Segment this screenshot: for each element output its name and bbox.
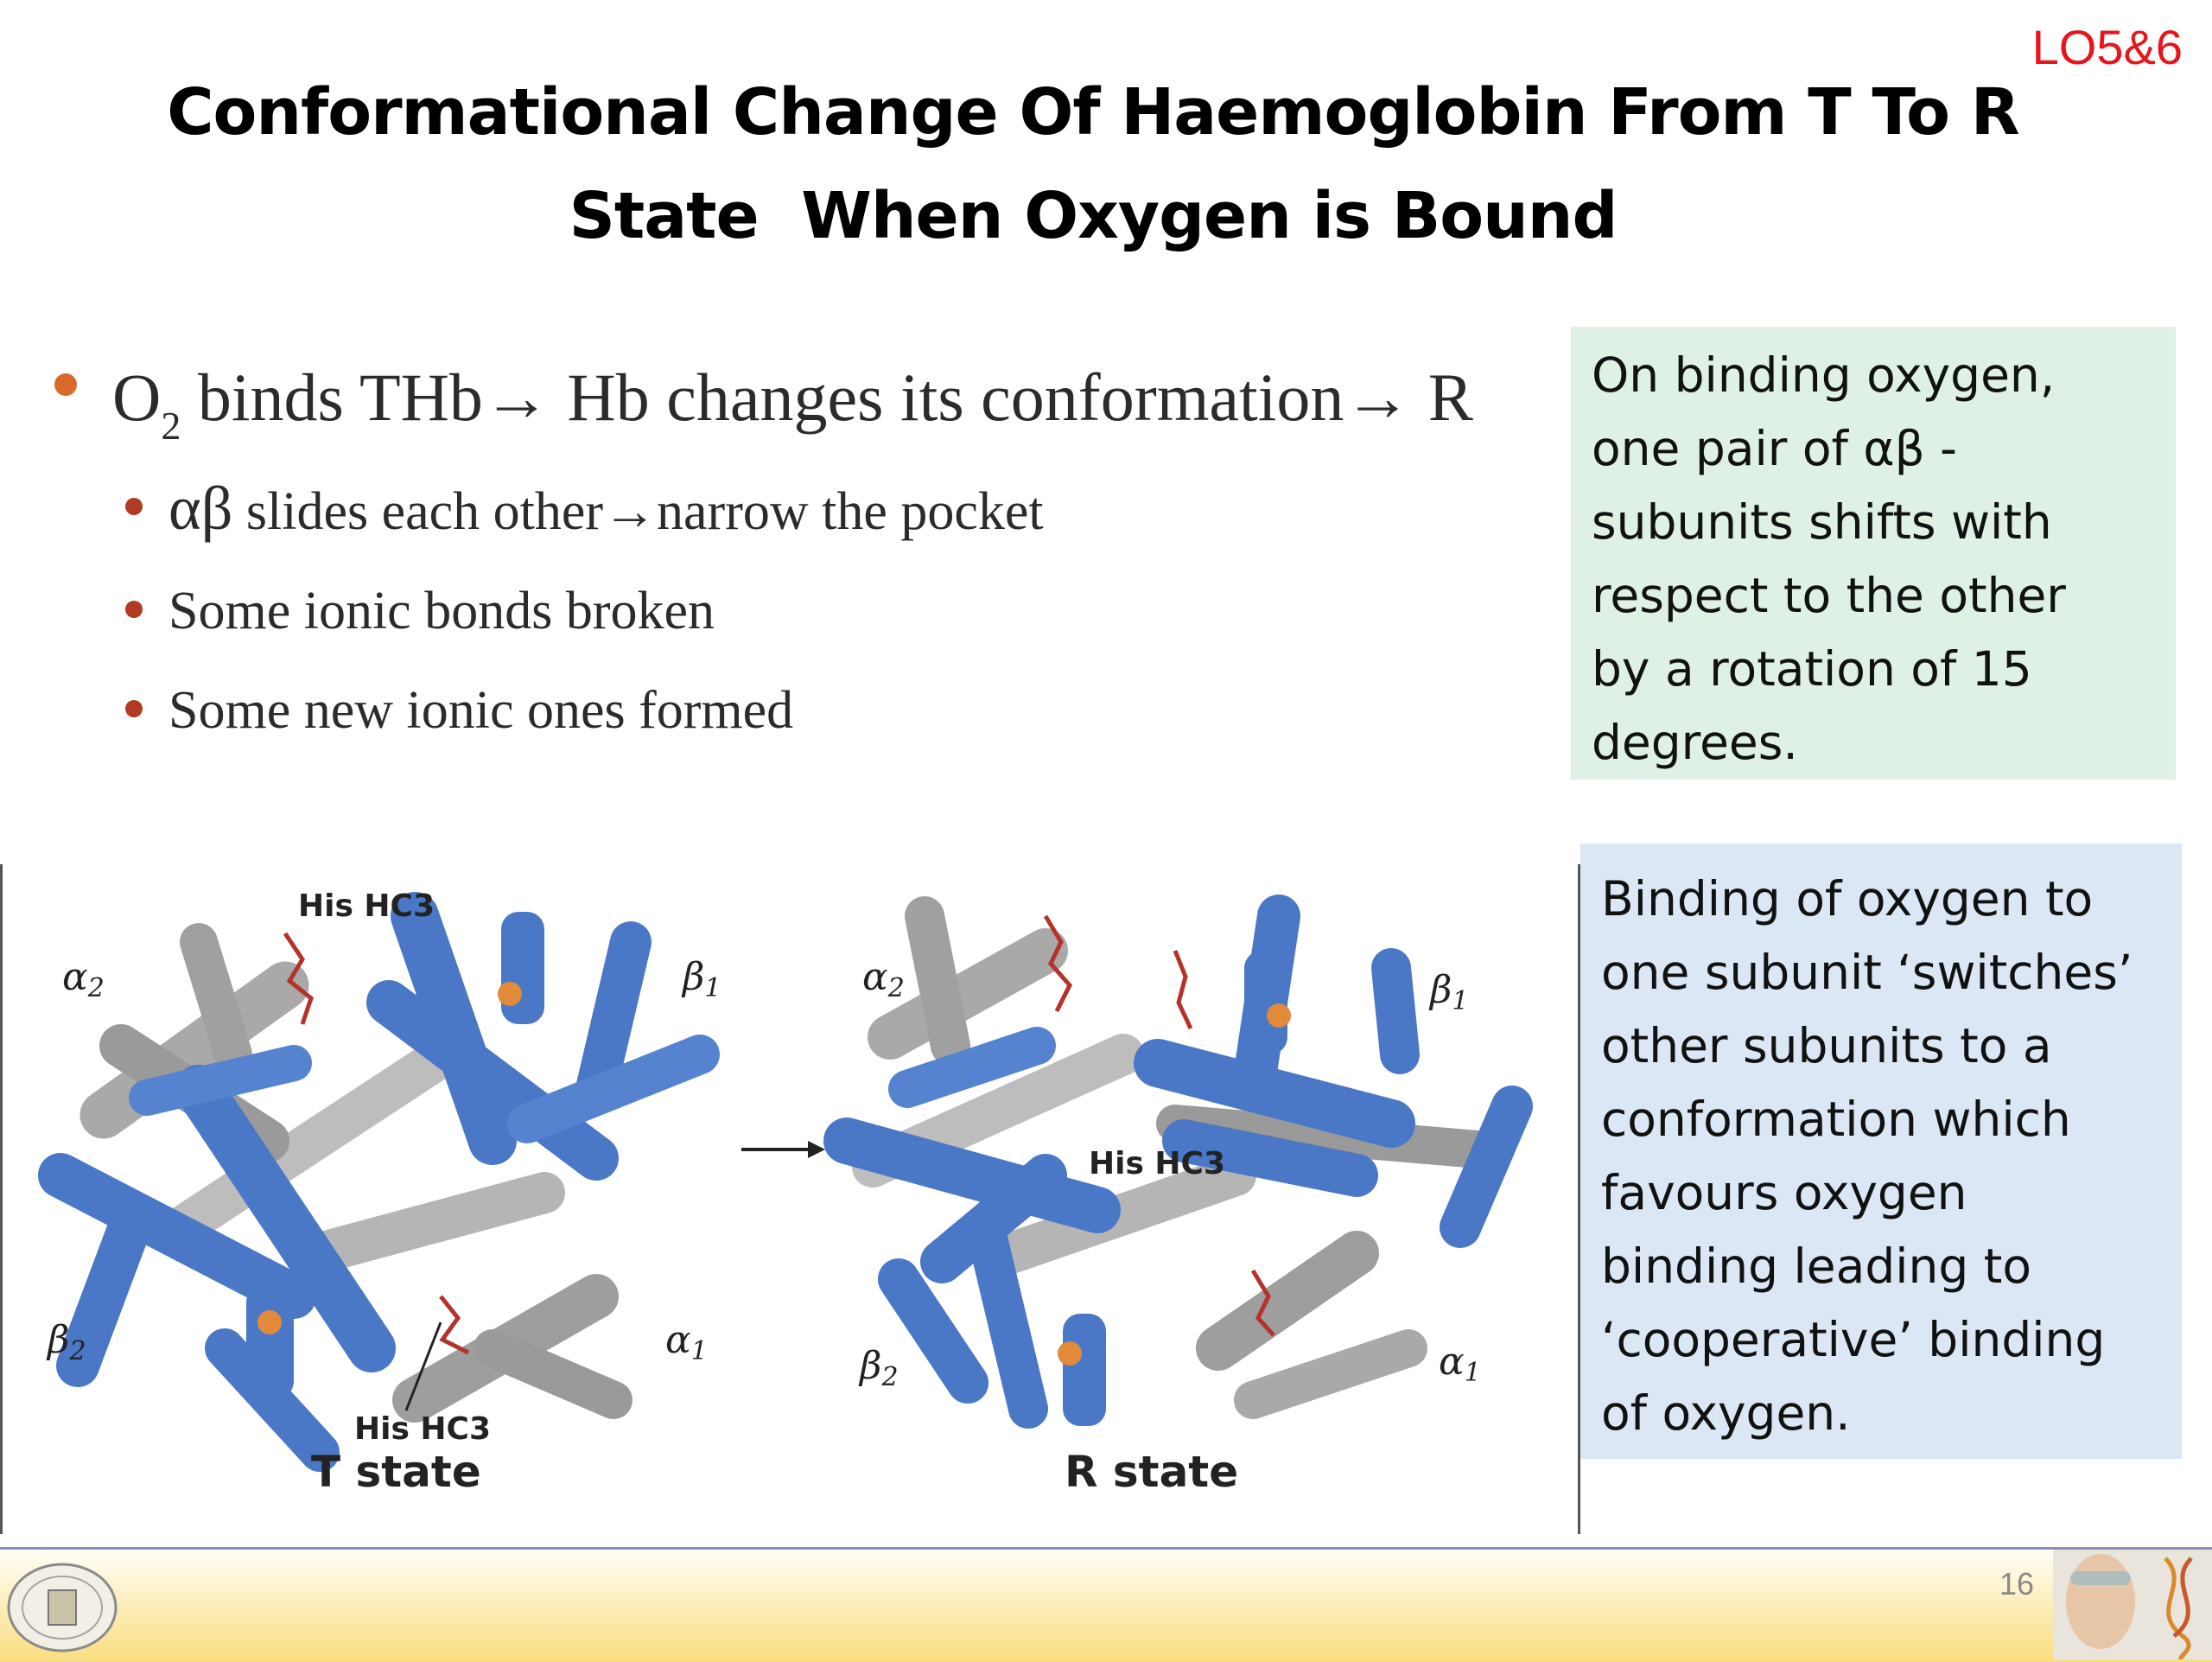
r-beta2-sub: 2	[881, 1362, 899, 1392]
t-beta2-label: β	[48, 1318, 70, 1362]
bullet-list	[48, 346, 1534, 761]
t-alpha1-sub: 1	[690, 1336, 708, 1366]
haemoglobin-structure-figure	[9, 864, 1564, 1538]
t-state-molecule	[9, 864, 721, 1497]
note-line: one subunit ‘switches’	[1601, 945, 2133, 1000]
main-bullet	[48, 346, 1534, 459]
sub-bullet	[48, 661, 1534, 761]
r-beta1-sub: 1	[1452, 986, 1469, 1016]
r-his-label: His HC3	[1089, 1146, 1226, 1181]
title-line-1: Conformational Change Of Haemoglobin From T To R	[167, 75, 2019, 150]
svg-text:α1	[1439, 1340, 1481, 1388]
t-alpha2-label: α	[62, 955, 88, 999]
note-line: Binding of oxygen to	[1601, 871, 2094, 927]
note-line: subunits shifts with	[1592, 494, 2052, 550]
note-line: conformation which	[1601, 1092, 2071, 1147]
note-line: respect to the other	[1592, 568, 2066, 623]
note-line: one pair of αβ -	[1592, 421, 1958, 476]
t-beta2-sub: 2	[69, 1336, 86, 1366]
sub-bullet-text: Some new ionic ones formed	[168, 681, 794, 740]
page-number: 16	[1999, 1566, 2035, 1602]
t-his-bottom-label: His HC3	[354, 1411, 492, 1447]
svg-text:α2	[862, 955, 905, 1003]
svg-text:α2	[62, 955, 105, 1003]
note-line: other subunits to a	[1601, 1018, 2052, 1073]
r-alpha2-sub: 2	[887, 973, 905, 1003]
transition-arrow-icon	[741, 1141, 825, 1158]
sub-bullet-dot-icon	[125, 601, 143, 618]
r-beta1-label: β	[1430, 968, 1452, 1012]
t-alpha2-sub: 2	[87, 973, 105, 1003]
note-line: binding leading to	[1601, 1239, 2031, 1294]
note-line: On binding oxygen,	[1592, 347, 2056, 403]
bullet-text-post: binds THb→ Hb changes its conformation→ R	[181, 360, 1473, 435]
r-alpha2-label: α	[862, 955, 888, 999]
note-line: by a rotation of 15	[1592, 641, 2032, 697]
sub-bullet-dot-icon	[125, 498, 143, 515]
svg-text:α1	[665, 1318, 708, 1366]
r-state-molecule	[847, 916, 1512, 1497]
sub-bullet	[48, 562, 1534, 661]
note-line: of oxygen.	[1601, 1385, 1851, 1441]
sub-bullet-text: Some ionic bonds broken	[168, 582, 715, 640]
svg-text:β1	[1428, 968, 1469, 1016]
r-alpha1-sub: 1	[1464, 1358, 1481, 1388]
scientist-dna-photo-icon	[2053, 1550, 2212, 1659]
note-line: ‘cooperative’ binding	[1601, 1312, 2106, 1367]
rotation-note-box	[1571, 327, 2176, 780]
r-alpha1-label: α	[1439, 1340, 1465, 1384]
sub-bullet-text: slides each other→narrow the pocket	[232, 482, 1044, 541]
slide-footer-bar	[0, 1547, 2212, 1662]
sub-bullet	[48, 459, 1534, 562]
note-line: favours oxygen	[1601, 1165, 1967, 1220]
learning-outcome-tag: LO5&6	[2031, 20, 2183, 74]
sub-bullet-dot-icon	[125, 700, 143, 717]
r-beta2-label: β	[860, 1344, 882, 1388]
t-alpha1-label: α	[665, 1318, 691, 1362]
title-line-2: State When Oxygen is Bound	[569, 179, 1618, 253]
t-beta1-label: β	[683, 955, 705, 999]
sub-bullet-greek: αβ	[168, 474, 233, 543]
svg-text:β2	[858, 1344, 899, 1392]
bullet-dot-icon	[54, 373, 77, 396]
note-line: degrees.	[1592, 715, 1798, 770]
bullet-subscript: 2	[161, 404, 181, 448]
bullet-text-pre: O	[112, 360, 162, 435]
figure-left-border	[0, 864, 3, 1534]
svg-text:β1	[681, 955, 721, 1003]
slide-title	[104, 60, 2082, 268]
university-seal-icon	[3, 1561, 121, 1654]
cooperative-binding-box	[1580, 844, 2182, 1459]
t-his-top-label: His HC3	[298, 888, 435, 924]
r-state-label: R state	[1065, 1447, 1239, 1497]
t-state-label: T state	[311, 1447, 481, 1497]
t-beta1-sub: 1	[704, 973, 721, 1003]
